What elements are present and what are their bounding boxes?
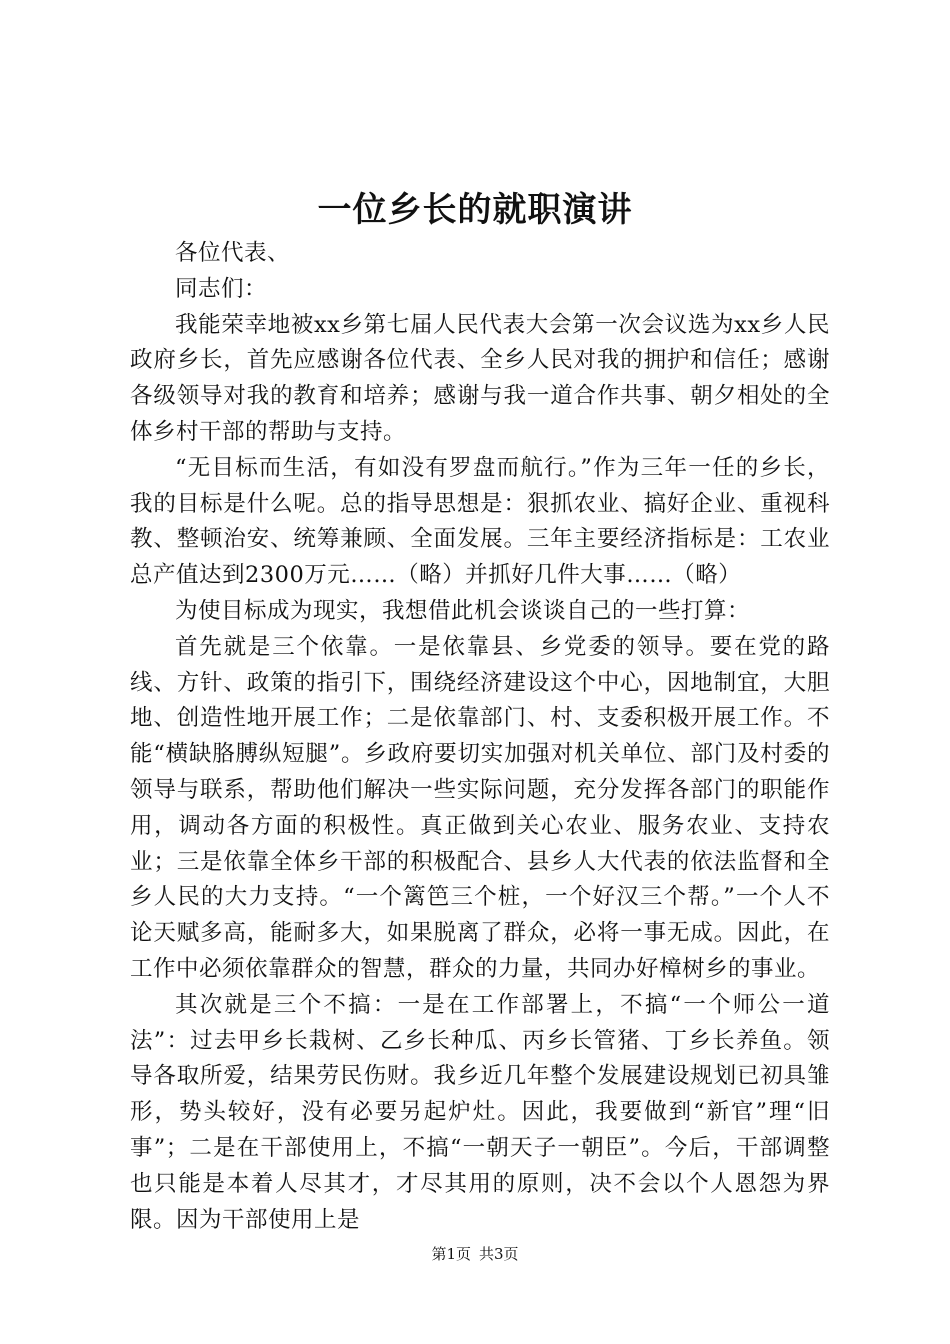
body-paragraph: 我能荣幸地被xx乡第七届人民代表大会第一次会议选为xx乡人民政府乡长，首先应感谢各位代表、全乡人民对我的拥护和信任；感谢各级领导对我的教育和培养；感谢与我一道合作共事、朝夕相处的全体乡村干部的帮助与支持。 [130, 311, 830, 445]
body-paragraph: “无目标而生活，有如没有罗盘而航行。”作为三年一任的乡长，我的目标是什么呢。总的指导思想是：狠抓农业、搞好企业、重视科教、整顿治安、统筹兼顾、全面发展。三年主要经济指标是：工农业总产值达到2300万元……（略）并抓好几件大事……（略） [130, 454, 830, 589]
page-footer [0, 1244, 950, 1264]
salutation-line: 各位代表、 [175, 240, 291, 266]
page-total: 共3页 [479, 1245, 519, 1263]
body-paragraph: 其次就是三个不搞：一是在工作部署上，不搞“一个师公一道法”：过去甲乡长栽树、乙乡长种瓜、丙乡长管猪、丁乡长养鱼。领导各取所爱，结果劳民伤财。我乡近几年整个发展建设规划已初具雏形，势头较好，没有必要另起炉灶。因此，我要做到“新官”理“旧事”；二是在干部使用上，不搞“一朝天子一朝臣”。今后，干部调整也只能是本着人尽其才，才尽其用的原则，决不会以个人恩怨为界限。因为干部使用上是 [130, 991, 830, 1233]
body-paragraph: 为使目标成为现实，我想借此机会谈谈自己的一些打算： [175, 597, 751, 624]
document-title: 一位乡长的就职演讲 [317, 190, 633, 230]
salutation-line: 同志们： [175, 275, 268, 302]
body-paragraph: 首先就是三个依靠。一是依靠县、乡党委的领导。要在党的路线、方针、政策的指引下，围绕经济建设这个中心，因地制宜，大胆地、创造性地开展工作；二是依靠部门、村、支委积极开展工作。不能“横缺胳膊纵短腿”。乡政府要切实加强对机关单位、部门及村委的领导与联系，帮助他们解决一些实际问题，充分发挥各部门的职能作用，调动各方面的积极性。真正做到关心农业、服务农业、支持农业；三是依靠全体乡干部的积极配合、县乡人大代表的依法监督和全乡人民的大力支持。“一个篱笆三个桩，一个好汉三个帮。”一个人不论天赋多高，能耐多大，如果脱离了群众，必将一事无成。因此，在工作中必须依靠群众的智慧，群众的力量，共同办好樟树乡的事业。 [130, 633, 830, 982]
document-body [130, 236, 830, 1238]
page-number: 第1页 [431, 1245, 471, 1263]
